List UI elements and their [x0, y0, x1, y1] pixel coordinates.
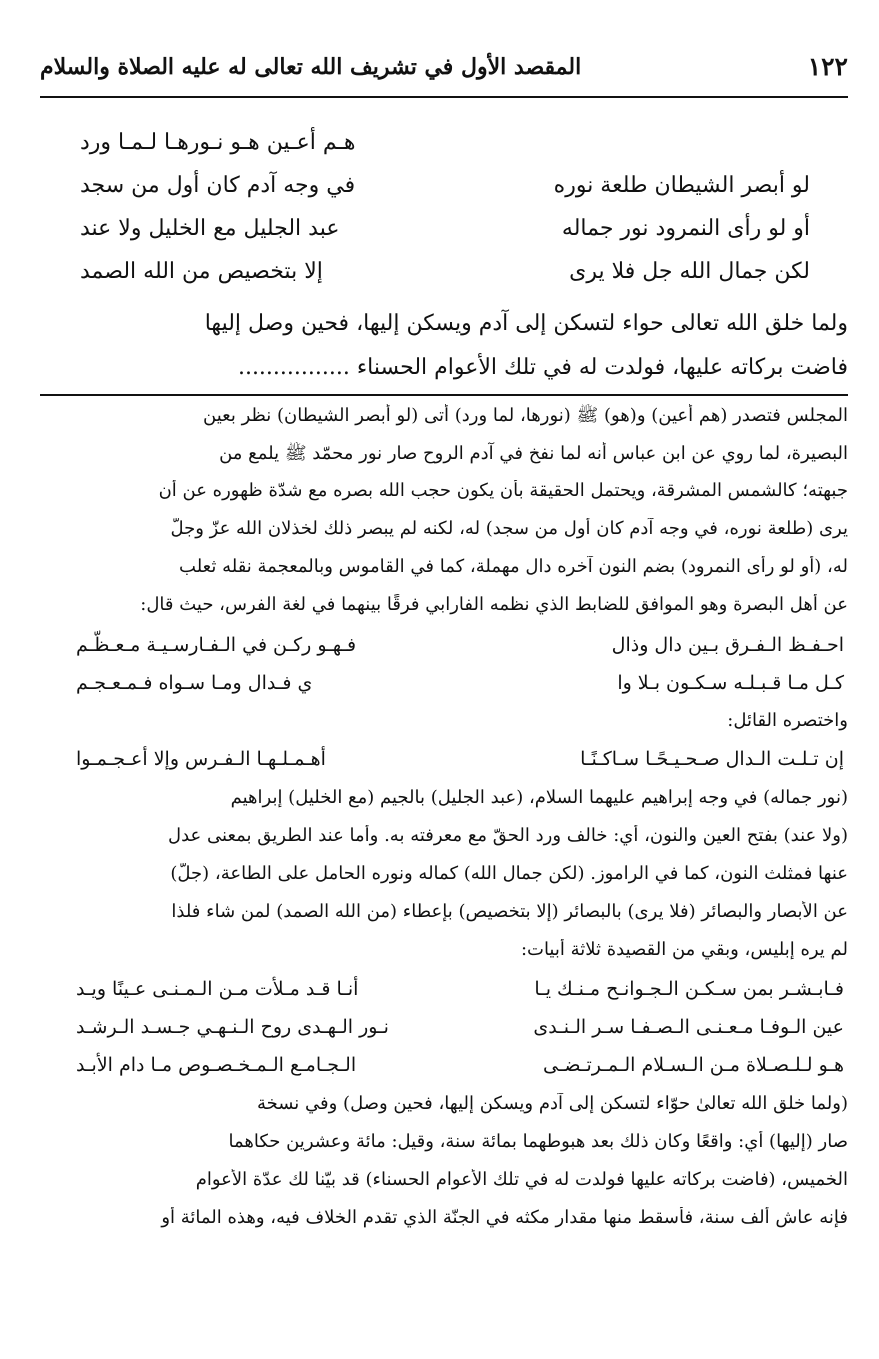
commentary-line: له، (أو لو رأى النمرود) بضم النون آخره دال مهملة، كما في القاموس وبالمعجمة نقله ثعلب [179, 556, 848, 577]
running-title: المقصد الأول في تشريف الله تعالى له عليه الصلاة والسلام [40, 54, 582, 80]
commentary-line: المجلس فتصدر (هم أعين) و(هو) ﷺ (نورها، لما ورد) أتى (لو أبصر الشيطان) نظر بعين [203, 405, 848, 426]
commentary-line: واختصره القائل: [727, 710, 848, 731]
commentary-line: (ولا عند) بفتح العين والنون، أي: خالف ورد الحقّ مع معرفته به. وأما عند الطريق بمعنى عدل [168, 825, 848, 846]
commentary-verse [76, 1016, 844, 1054]
commentary-line: (نور جماله) في وجه إبراهيم عليهما السلام، (عبد الجليل) بالجيم (مع الخليل) إبراهيم [230, 787, 848, 808]
commentary-verse [76, 634, 844, 672]
poem-verse [80, 259, 810, 301]
hemistich-first: كـل مـا قـبـلـه سـكـون بـلا وا [617, 672, 844, 694]
hemistich-second: في وجه آدم كان أول من سجد [80, 173, 356, 198]
hemistich-second: فـهـو ركـن في الـفـارسـيـة مـعـظّـم [76, 634, 357, 656]
poem-verse [80, 216, 810, 258]
commentary-verse [76, 672, 844, 710]
commentary-divider [40, 394, 848, 396]
commentary-line: جبهته؛ كالشمس المشرقة، ويحتمل الحقيقة بأن يكون حجب الله بصره مع شدّة ظهوره عن أن [158, 480, 848, 501]
main-text [40, 302, 848, 390]
commentary-verse [76, 1054, 844, 1092]
commentary-line: الخميس، (فاضت بركاته عليها فولدت له في تلك الأعوام الحسناء) قد بيّنا لك عدّة الأعوام [195, 1169, 848, 1190]
poem-verse [80, 130, 810, 172]
commentary-line: البصيرة، لما روي عن ابن عباس أنه لما نفخ في آدم الروح صار نور محمّد ﷺ يلمع من [219, 443, 848, 464]
main-text-line: فاضت بركاته عليها، فولدت له في تلك الأعوام الحسناء ................ [237, 355, 848, 380]
commentary-line: عنها فمثلث النون، كما في الراموز. (لكن جمال الله) كماله ونوره الحامل على الطاعة، (جلّ) [170, 863, 848, 884]
hemistich-second: عبد الجليل مع الخليل ولا عند [80, 216, 340, 241]
header-rule [40, 96, 848, 98]
poem-verse [80, 173, 810, 215]
hemistich-first: أو لو رأى النمرود نور جماله [561, 216, 810, 241]
commentary-line: عن الأبصار والبصائر (فلا يرى) بالبصائر (إلا بتخصيص) بإعطاء (من الله الصمد) لمن شاء فلذا [171, 901, 848, 922]
hemistich-second: أنـا قـد مـلأت مـن الـمـنـى عـينًا ويـد [76, 978, 359, 1000]
hemistich-first: هـو لـلـصـلاة مـن الـسـلام الـمـرتـضـى [543, 1054, 844, 1076]
hemistich-second: إلا بتخصيص من الله الصمد [80, 259, 323, 284]
main-text-line: ولما خلق الله تعالى حواء لتسكن إلى آدم ويسكن إليها، فحين وصل إليها [204, 311, 848, 336]
commentary-line: صار (إليها) أي: واقعًا وكان ذلك بعد هبوطهما بمائة سنة، وقيل: مائة وعشرين حكاهما [228, 1131, 848, 1152]
hemistich-first: لو أبصر الشيطان طلعة نوره [553, 173, 810, 198]
commentary-verse [76, 978, 844, 1016]
page-number: ١٢٢ [807, 52, 848, 81]
hemistich-first: احـفـظ الـفـرق بـين دال وذال [611, 634, 844, 656]
commentary-line: يرى (طلعة نوره، في وجه آدم كان أول من سجد) له، لكنه لم يبصر ذلك لخذلان الله عزّ وجلّ [170, 518, 848, 539]
running-header [40, 52, 848, 94]
hemistich-first: عين الـوفـا مـعـنـى الـصـفـا سـر الـنـدى [533, 1016, 844, 1038]
commentary-line: عن أهل البصرة وهو الموافق للضابط الذي نظمه الفارابي فرقًا بينهما في لغة الفرس، حيث قال: [140, 594, 848, 615]
hemistich-second: نـور الـهـدى روح الـنـهـي جـسـد الـرشـد [76, 1016, 389, 1038]
commentary-line: (ولما خلق الله تعالىٰ حوّاء لتسكن إلى آدم ويسكن إليها، فحين وصل) وفي نسخة [256, 1093, 848, 1114]
hemistich-second: الـجـامـع الـمـخـصـوص مـا دام الأبـد [76, 1054, 357, 1076]
hemistich-second: أهـمـلـهـا الـفـرس وإلا أعـجـمـوا [76, 748, 326, 770]
hemistich-first: لكن جمال الله جل فلا يرى [569, 259, 810, 284]
commentary-line: لم يره إبليس، وبقي من القصيدة ثلاثة أبيات: [520, 939, 848, 960]
hemistich-second: هـم أعـين هـو نـورهـا لـمـا ورد [80, 130, 356, 155]
hemistich-second: ي فـدال ومـا سـواه فـمـعـجـم [76, 672, 313, 694]
hemistich-first: إن تـلـت الـدال صـحـيـحًـا سـاكـنًـا [580, 748, 844, 770]
commentary-verse [76, 748, 844, 786]
hemistich-first: فـابـشـر بمن سـكـن الـجـوانـح مـنـك يـا [534, 978, 844, 1000]
commentary-line: فإنه عاش ألف سنة، فأسقط منها مقدار مكثه في الجنّة الذي تقدم الخلاف فيه، وهذه المائة أو [161, 1207, 848, 1228]
